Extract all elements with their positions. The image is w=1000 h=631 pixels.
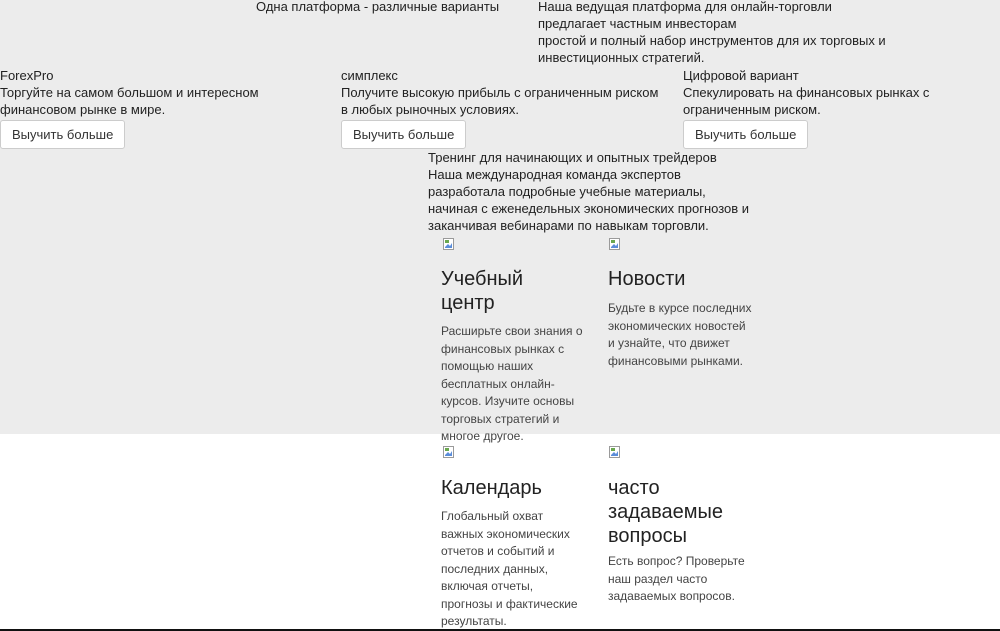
learn-more-button-forexpro[interactable]: Выучить больше (0, 120, 125, 149)
training-text: Наша международная команда экспертов разработала подробные учебные материалы, начиная с еженедельных экономических прогнозов и заканчивая вебинарами по навыкам торговли. (428, 167, 750, 233)
hero-intro-line2: простой и полный набор инструментов для их торговых и инвестиционных стратегий. (538, 33, 886, 65)
learn-more-button-digital[interactable]: Выучить больше (683, 120, 808, 149)
platform-title: Цифровой вариант (683, 68, 799, 83)
feature-title-faq: часто задаваемые вопросы (608, 477, 723, 547)
platform-card-simplex (341, 67, 661, 149)
feature-description-calendar: Глобальный охват важных экономических отчетов и событий и последних данных, включая отчеты, прогнозы и фактические результаты. (441, 509, 578, 628)
training-heading: Тренинг для начинающих и опытных трейдеров (428, 150, 717, 165)
hero-intro (538, 0, 898, 66)
platform-title: симплекс (341, 68, 398, 83)
feature-title-news: Новости (608, 268, 686, 290)
platform-description: Спекулировать на финансовых рынках с ограниченным риском. (683, 85, 930, 117)
feature-description-learning-center: Расширьте свои знания о финансовых рынках с помощью наших бесплатных онлайн-курсов. Изучите основы торговых стратегий и многое другое. (441, 324, 583, 443)
platform-card-digital (683, 67, 1000, 149)
platform-description: Получите высокую прибыль с ограниченным риском в любых рыночных условиях. (341, 85, 659, 117)
hero-tagline: Одна платформа - различные варианты (256, 0, 500, 14)
hero-intro-line1: Наша ведущая платформа для онлайн-торговли предлагает частным инвесторам (538, 0, 832, 31)
feature-description-faq: Есть вопрос? Проверьте наш раздел часто задаваемых вопросов. (608, 554, 745, 603)
broken-image-icon (608, 237, 622, 251)
feature-title-calendar: Календарь (441, 477, 542, 499)
broken-image-icon (442, 237, 456, 251)
training-section (428, 149, 758, 234)
platform-card-forexpro (0, 67, 330, 149)
learn-more-button-simplex[interactable]: Выучить больше (341, 120, 466, 149)
platform-description: Торгуйте на самом большом и интересном финансовом рынке в мире. (0, 85, 259, 117)
feature-title-learning-center: Учебный центр (441, 268, 524, 314)
broken-image-icon (442, 445, 456, 459)
feature-description-news: Будьте в курсе последних экономических новостей и узнайте, что движет финансовыми рынками. (608, 301, 752, 368)
platform-title: ForexPro (0, 68, 54, 83)
broken-image-icon (608, 445, 622, 459)
